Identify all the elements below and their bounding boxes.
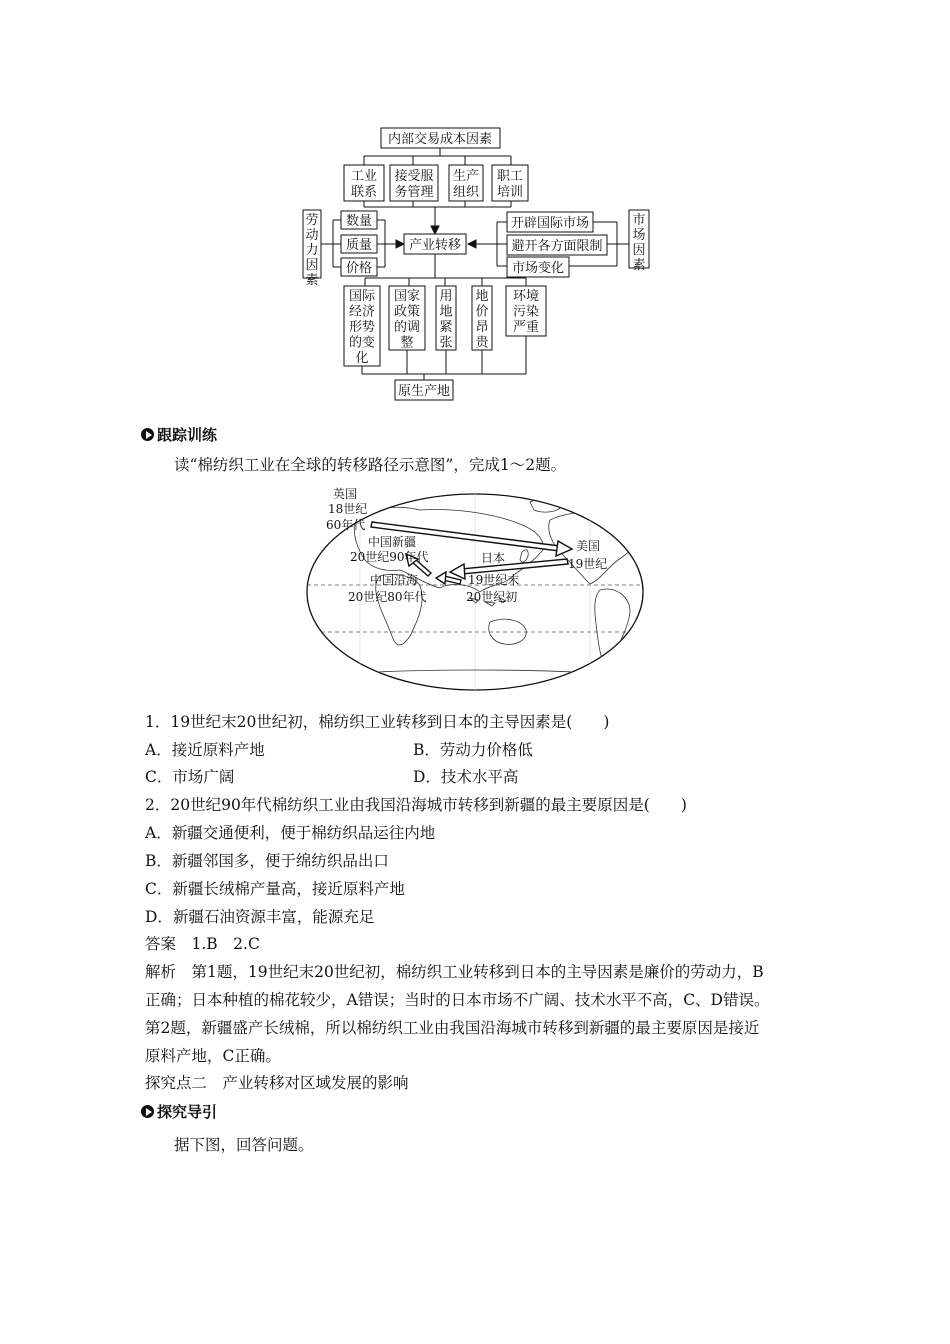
- section-title: 探究导引: [157, 1103, 218, 1121]
- answer: 答案 1.B 2.C: [145, 935, 260, 953]
- world-map: [300, 480, 650, 695]
- map-label-japan-time: 20世纪初: [466, 590, 518, 604]
- option: D．新疆石油资源丰富，能源充足: [145, 908, 375, 926]
- map-label-xinjiang: 中国新疆: [368, 535, 417, 549]
- question-stem: 2．20世纪90年代棉纺织工业由我国沿海城市转移到新疆的最主要原因是( ): [145, 796, 687, 814]
- origin-factor: 国际经济形势的变化: [348, 289, 376, 366]
- section-heading: [141, 424, 217, 445]
- labor-group-label: 劳动力因素: [305, 213, 319, 288]
- intro-text: 读“棉纺织工业在全球的转移路径示意图”，完成1～2题。: [174, 456, 567, 474]
- diagram-bottom: 原生产地: [397, 384, 451, 399]
- labor-item: 质量: [345, 238, 373, 253]
- map-label-japan: 日本: [481, 551, 506, 565]
- section-title: 跟踪训练: [157, 426, 218, 444]
- origin-factor: 用地紧张: [439, 289, 453, 351]
- option: A．接近原料产地: [145, 741, 265, 759]
- analysis-line: 正确；日本种植的棉花较少，A错误；当时的日本市场不广阔、技术水平不高，C、D错误。: [145, 991, 770, 1009]
- section-heading: [141, 1101, 217, 1122]
- diagram-center: 产业转移: [408, 238, 462, 253]
- map-label-uk-time: 60年代: [326, 518, 366, 532]
- play-circle-icon: [141, 428, 154, 441]
- analysis-line: 第2题，新疆盛产长绒棉，所以棉纺织工业由我国沿海城市转移到新疆的最主要原因是接近: [145, 1019, 760, 1037]
- map-label-usa-time: 19世纪: [568, 557, 608, 571]
- explore-point: 探究点二 产业转移对区域发展的影响: [145, 1074, 409, 1092]
- diagram-top: 内部交易成本因素: [387, 132, 493, 147]
- final-line: 据下图，回答问题。: [174, 1136, 314, 1154]
- internal-factor: 接受服务管理: [394, 169, 434, 200]
- map-label-xinjiang-time: 20世纪90年代: [350, 550, 429, 564]
- labor-item: 价格: [345, 261, 373, 276]
- map-label-japan-time: 19世纪末: [468, 573, 520, 587]
- option: C．市场广阔: [145, 768, 235, 786]
- origin-factor: 环境污染严重: [512, 289, 540, 335]
- internal-factor: 生产组织: [452, 169, 480, 200]
- option: C．新疆长绒棉产量高，接近原料产地: [145, 880, 405, 898]
- market-group-label: 市场因素: [632, 213, 646, 273]
- market-item: 开辟国际市场: [510, 216, 590, 231]
- map-label-uk-time: 18世纪: [328, 502, 368, 516]
- map-label-coast-time: 20世纪80年代: [348, 590, 427, 604]
- factor-diagram: [0, 0, 950, 410]
- analysis-line: 原料产地，C正确。: [145, 1047, 281, 1065]
- option: A．新疆交通便利，便于棉纺织品运往内地: [145, 824, 436, 842]
- internal-factor: 工业联系: [350, 169, 378, 200]
- map-label-uk: 英国: [333, 487, 358, 501]
- market-item: 避开各方面限制: [511, 239, 603, 254]
- option: B．劳动力价格低: [413, 741, 533, 759]
- map-label-coast: 中国沿海: [370, 573, 419, 587]
- question-stem: 1．19世纪末20世纪初，棉纺织工业转移到日本的主导因素是( ): [145, 713, 610, 731]
- market-item: 市场变化: [511, 261, 565, 276]
- option: D．技术水平高: [413, 768, 519, 786]
- option: B．新疆邻国多，便于绵纺织品出口: [145, 852, 389, 870]
- analysis-line: 解析 第1题，19世纪末20世纪初，棉纺织工业转移到日本的主导因素是廉价的劳动力，B: [145, 963, 764, 981]
- labor-item: 数量: [345, 214, 373, 229]
- origin-factor: 地价昂贵: [475, 289, 489, 351]
- map-label-usa: 美国: [576, 539, 601, 553]
- origin-factor: 国家政策的调整: [393, 289, 421, 351]
- play-circle-icon: [141, 1105, 154, 1118]
- internal-factor: 职工培训: [496, 169, 524, 200]
